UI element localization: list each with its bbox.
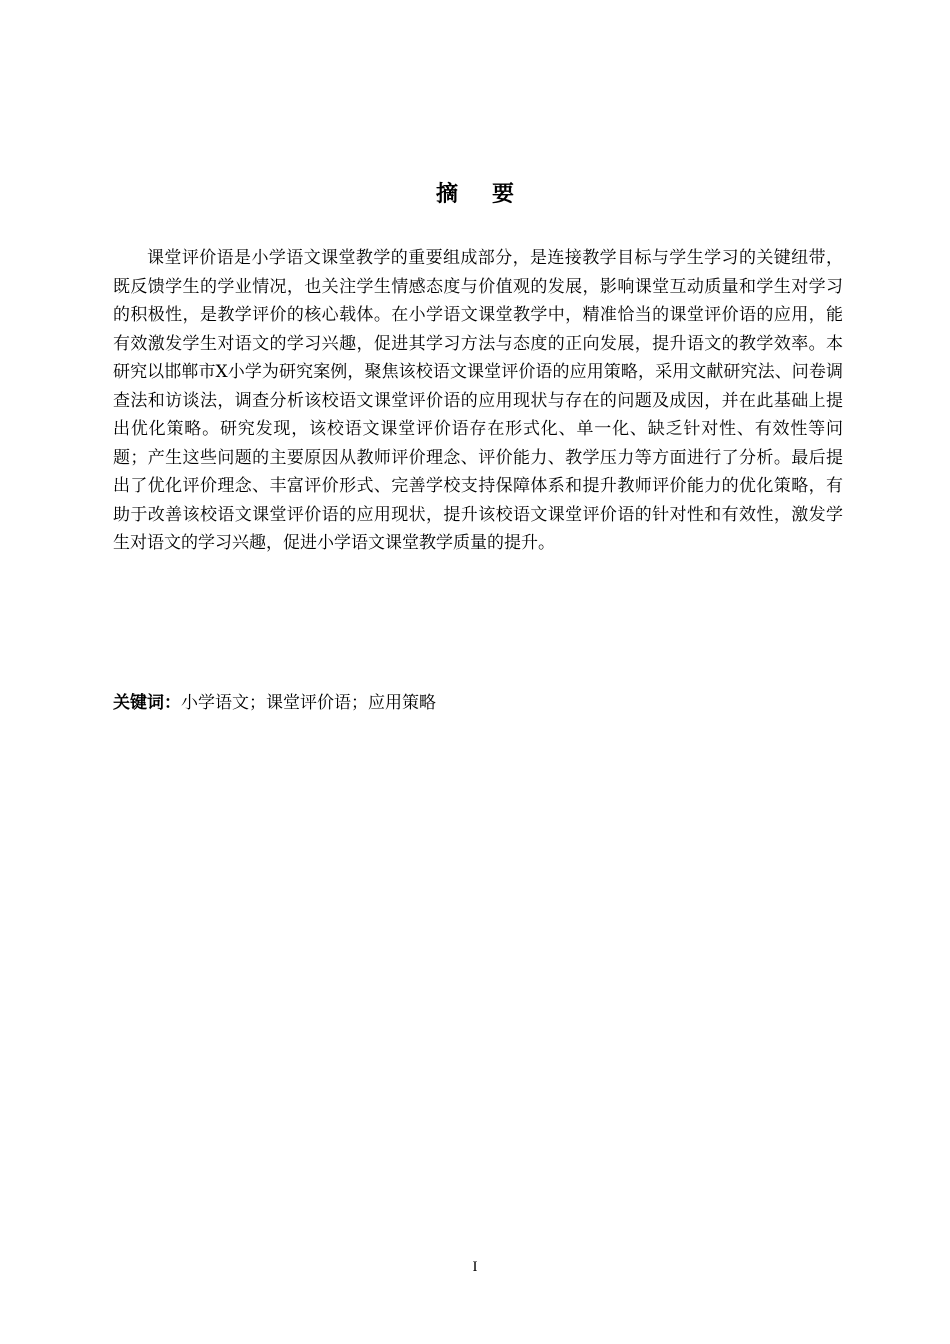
page-number: I xyxy=(472,1259,478,1275)
abstract-body: 课堂评价语是小学语文课堂教学的重要组成部分，是连接教学目标与学生学习的关键纽带，既反馈学生的学业情况，也关注学生情感态度与价值观的发展，影响课堂互动质量和学生对学习的积极性，是教学评价的核心载体。在小学语文课堂教学中，精准恰当的课堂评价语的应用，能有效激发学生对语文的学习兴趣，促进其学习方法与态度的正向发展，提升语文的教学效率。本研究以邯郸市X小学为研究案例，聚焦该校语文课堂评价语的应用策略，采用文献研究法、问卷调查法和访谈法，调查分析该校语文课堂评价语的应用现状与存在的问题及成因，并在此基础上提出优化策略。研究发现，该校语文课堂评价语存在形式化、单一化、缺乏针对性、有效性等问题；产生这些问题的主要原因从教师评价理念、评价能力、教学压力等方面进行了分析。最后提出了优化评价理念、丰富评价形式、完善学校支持保障体系和提升教师评价能力的优化策略，有助于改善该校语文课堂评价语的应用现状，提升该校语文课堂评价语的针对性和有效性，激发学生对语文的学习兴趣，促进小学语文课堂教学质量的提升。 xyxy=(113,248,843,553)
keywords-line xyxy=(113,689,843,717)
keywords-text: 小学语文；课堂评价语；应用策略 xyxy=(181,693,436,713)
abstract-title: 摘要 xyxy=(435,182,548,207)
keywords-label: 关键词： xyxy=(113,693,181,713)
